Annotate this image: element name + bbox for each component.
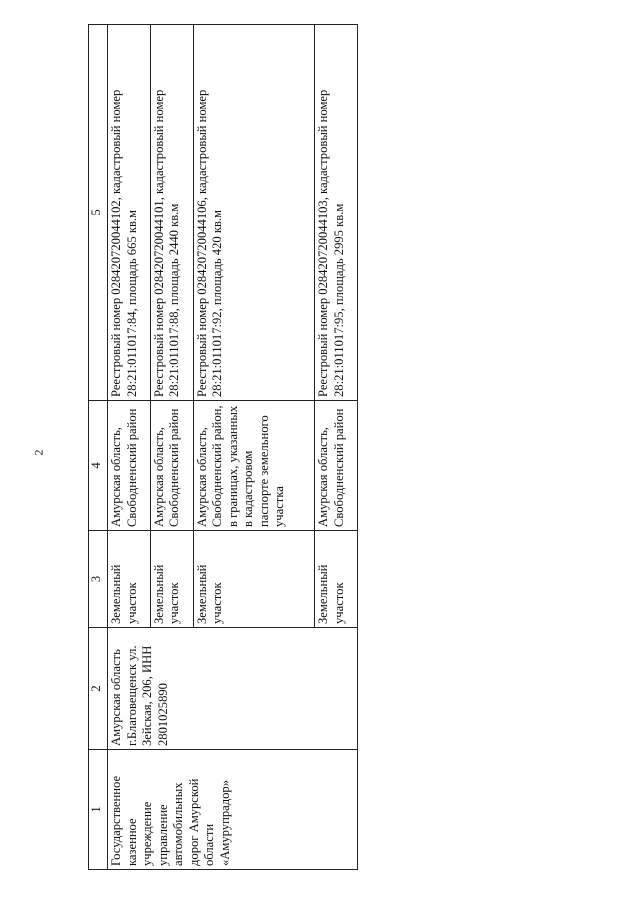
- table-row: [108, 25, 151, 870]
- location-cell: Амурская область, Свободненский район: [150, 401, 193, 531]
- location-cell: Амурская область, Свободненский район: [108, 401, 151, 531]
- details-cell: Реестровый номер 028420720044106, кадастровый номер 28:21:011017:92, площадь 420 кв.м: [193, 25, 314, 401]
- location-cell: Амурская область, Свободненский район: [315, 401, 358, 531]
- object-type-cell: Земельный участок: [193, 531, 314, 628]
- column-header: 2: [89, 628, 108, 750]
- location-cell: Амурская область, Свободненский район, в границах, указанных в кадастровом паспорте земельного участка: [193, 401, 314, 531]
- property-table: [88, 24, 358, 870]
- details-cell: Реестровый номер 02842072004410​2, кадастровый номер 28:21:011017:84, площадь 665 кв.м: [108, 25, 151, 401]
- object-type-cell: Земельный участок: [150, 531, 193, 628]
- details-cell: Реестровый номер 028420720044101, кадастровый номер 28:21:011017:88, площадь 2440 кв.м: [150, 25, 193, 401]
- object-type-cell: Земельный участок: [315, 531, 358, 628]
- column-header: 5: [89, 25, 108, 401]
- owner-name-cell: Государственное казенное учреждение управление автомобильных дорог Амурской области «Амурупрадор»: [108, 750, 358, 870]
- table-header-row: [89, 25, 108, 870]
- page-number: 2: [31, 449, 46, 456]
- owner-address-cell: Амурская область г.Благовещенск ул. Зейская, 206, ИНН 2801025890: [108, 628, 358, 750]
- column-header: 3: [89, 531, 108, 628]
- column-header: 4: [89, 401, 108, 531]
- column-header: 1: [89, 750, 108, 870]
- details-cell: Реестровый номер 028420720044103, кадастровый номер 28:21:011017:95, площадь 2995 кв.м: [315, 25, 358, 401]
- object-type-cell: Земельный участок: [108, 531, 151, 628]
- rotated-table-container: [88, 25, 358, 870]
